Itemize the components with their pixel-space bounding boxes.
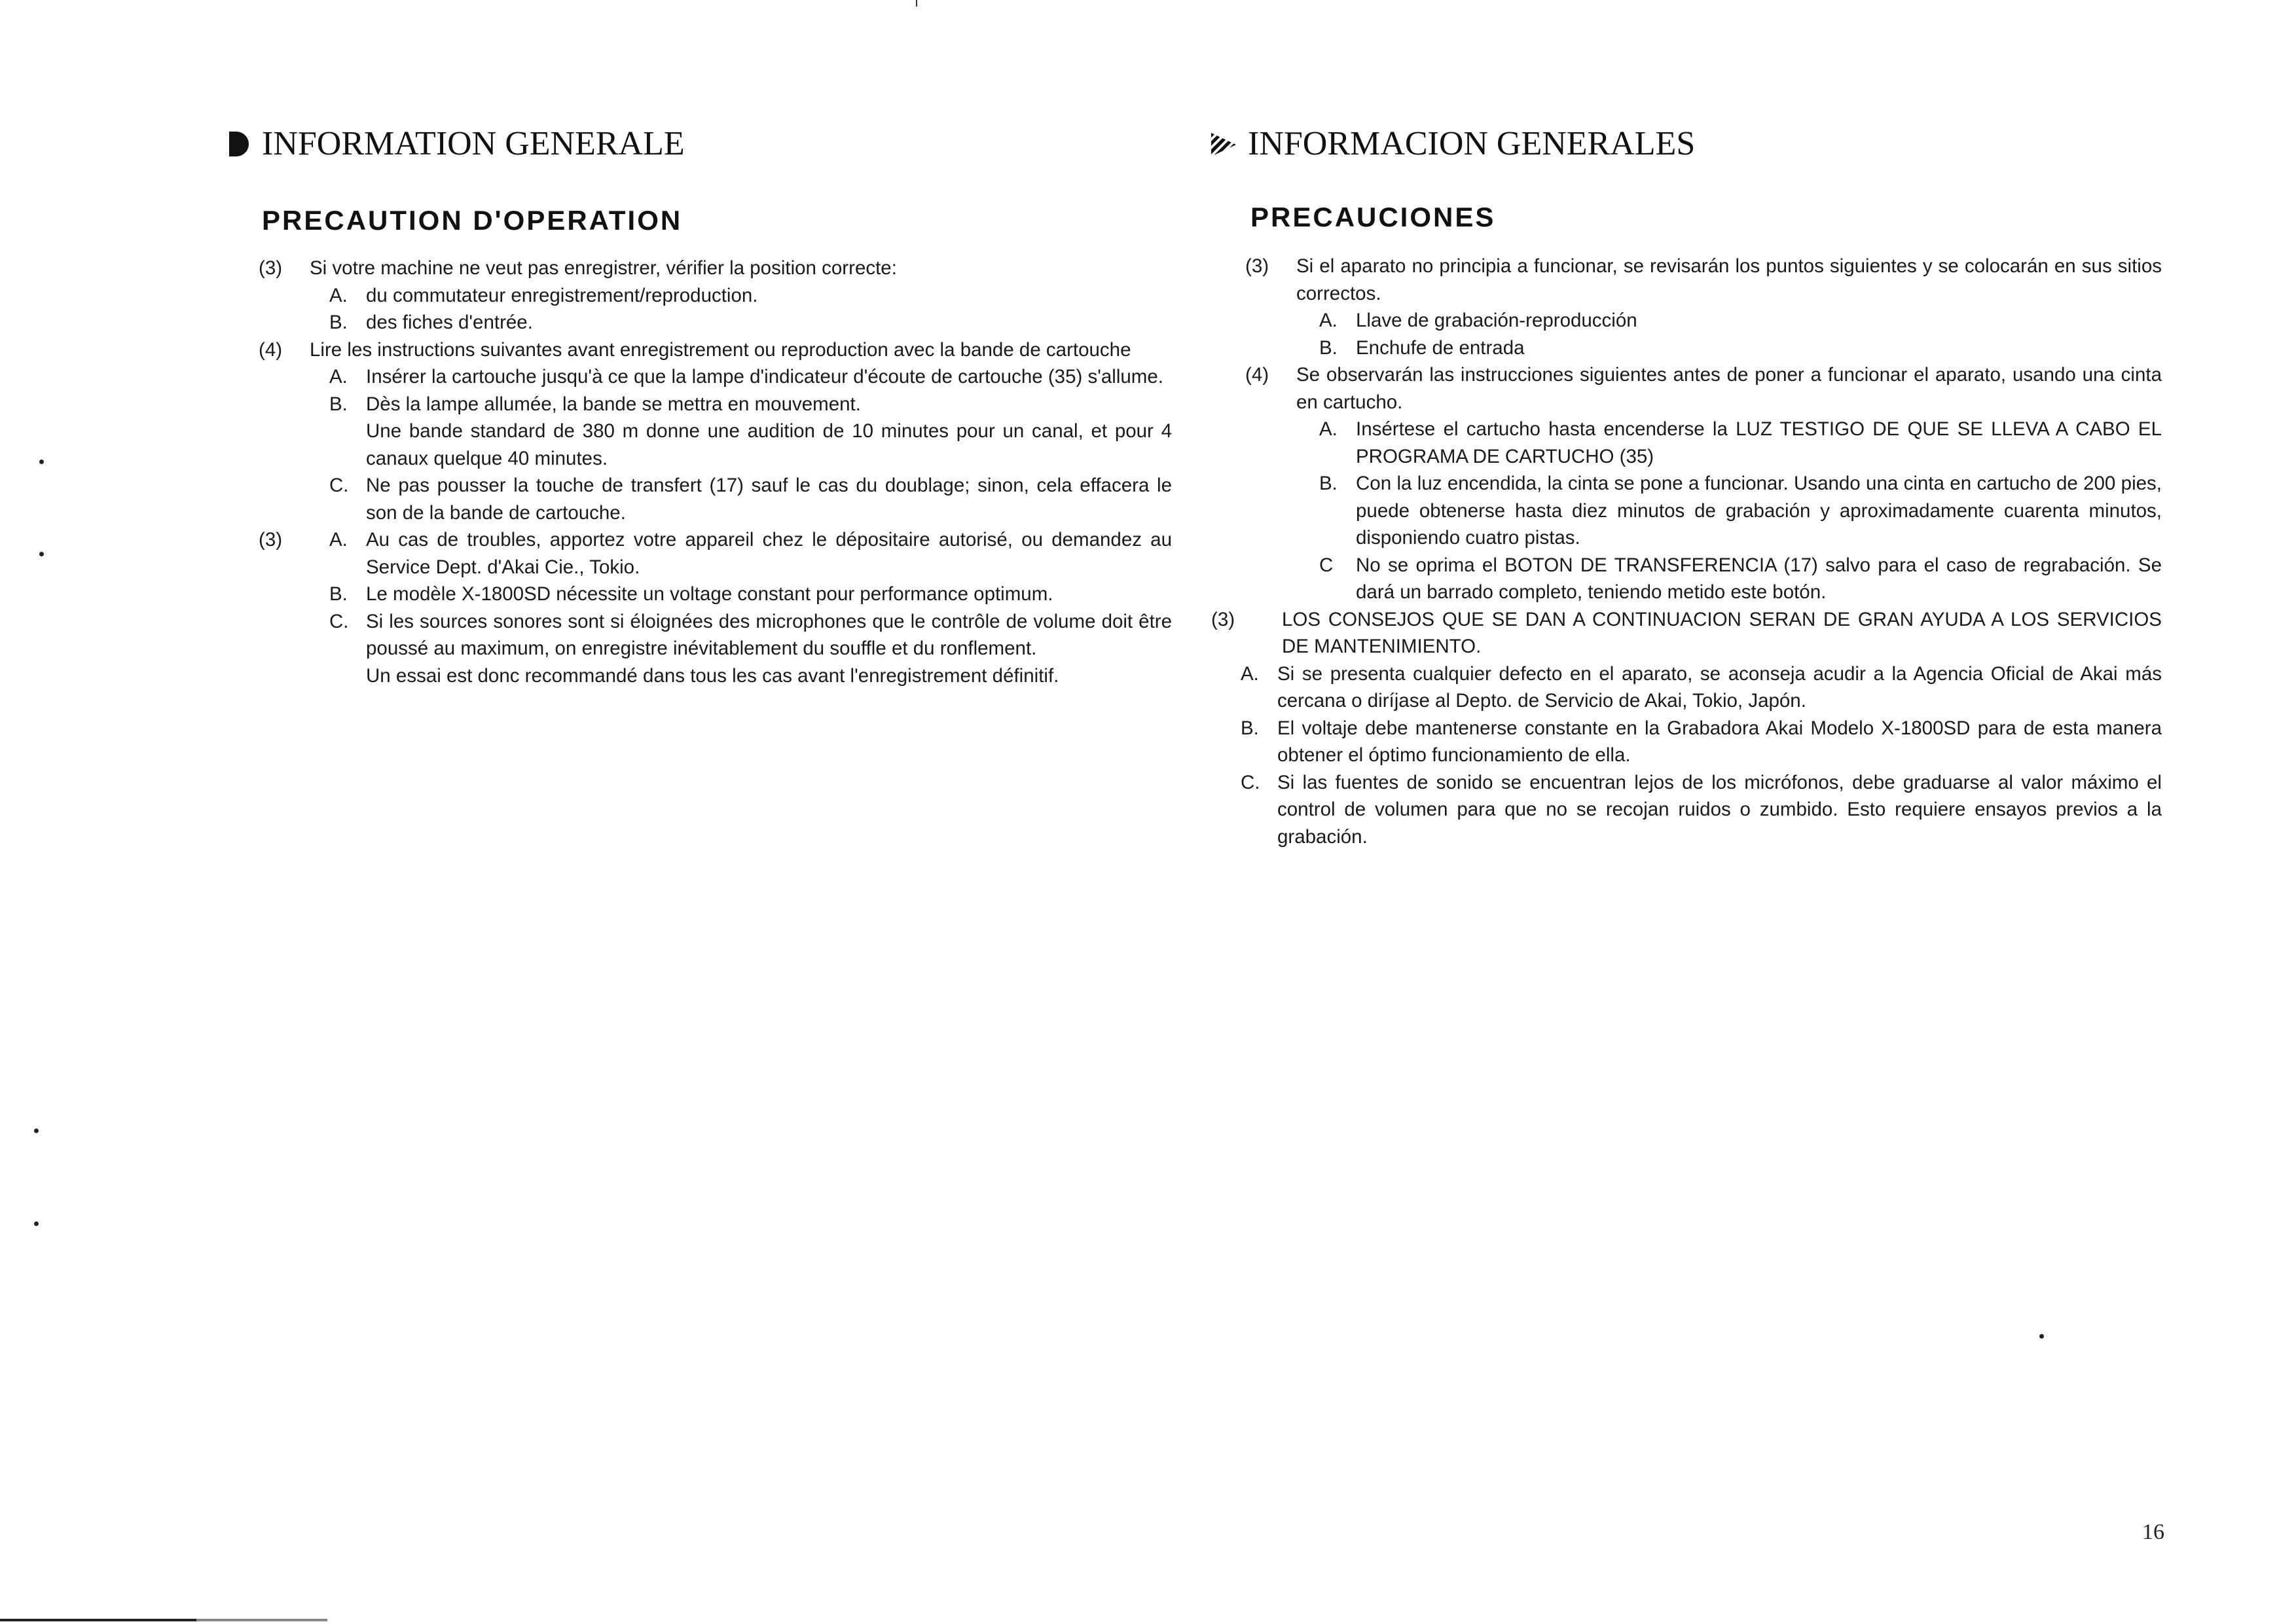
sub-item: A. Insértese el cartucho hasta encenderse la LUZ TESTIGO DE QUE SE LLEVA A CABO EL PROGRAMA DE CARTUCHO (35) [1319, 418, 2162, 467]
section-title-spanish: INFORMACION GENERALES [1211, 124, 1695, 163]
scan-dot [34, 1128, 39, 1133]
top-edge-mark [916, 0, 917, 7]
sub-item: A. du commutateur enregistrement/reproduction. [329, 284, 758, 306]
sub-item: C. Ne pas pousser la touche de transfert (17) sauf le cas du doublage; sinon, cela effacera le son de la bande de cartouche. [329, 475, 1172, 524]
sub-item: C No se oprima el BOTON DE TRANSFERENCIA (17) salvo para el caso de regrabación. Se dará un barrado completo, teniendo metido este botón. [1319, 554, 2162, 603]
sub-item: C. Si les sources sonores sont si éloignées des microphones que le contrôle de volume doit être poussé au maximum, on enregistre inévitablement du souffle et du ronflement. [329, 610, 1172, 659]
section-title-french: INFORMATION GENERALE [229, 124, 685, 163]
bottom-edge-rule [0, 1619, 327, 1621]
list-item: (3) Si votre machine ne veut pas enregistrer, vérifier la position correcte: [259, 257, 897, 279]
section-bullet-icon [1211, 133, 1236, 156]
scan-dot [39, 552, 44, 556]
list-item: (3) A. Au cas de troubles, apportez votre appareil chez le dépositaire autorisé, ou demandez au Service Dept. d'Akai Cie., Tokio. [259, 526, 1172, 581]
spanish-body [1211, 253, 2162, 850]
scan-dot [39, 460, 44, 464]
sub-item: A. Insérer la cartouche jusqu'à ce que la lampe d'indicateur d'écoute de cartouche (35) s'allume. [329, 366, 1163, 388]
list-item: (3) Si el aparato no principia a funcionar, se revisarán los puntos siguientes y se colocarán en sus sitios correctos. [1245, 255, 2162, 304]
subtitle-french: PRECAUTION D'OPERATION [262, 205, 683, 236]
sub-item-continuation: Une bande standard de 380 m donne une audition de 10 minutes pour un canal, et pour 4 canaux quelque 40 minutes. [366, 420, 1172, 469]
sub-item: A. Si se presenta cualquier defecto en el aparato, se aconseja acudir a la Agencia Oficial de Akai más cercana o diríjase al Depto. de Servicio de Akai, Tokio, Japón. [1241, 662, 2162, 712]
page-number: 16 [2142, 1520, 2164, 1544]
scan-dot [2039, 1334, 2044, 1339]
sub-item: A. Llave de grabación-reproducción [1319, 310, 1637, 331]
sub-item: A. Au cas de troubles, apportez votre appareil chez le dépositaire autorisé, ou demandez au Service Dept. d'Akai Cie., Tokio. [329, 529, 1172, 578]
sub-item: C. Si las fuentes de sonido se encuentran lejos de los micrófonos, debe graduarse al valor máximo el control de volumen para que no se recojan ruidos o zumbido. Esto requiere ensayos previos a la grabación. [1241, 771, 2162, 848]
french-body [259, 255, 1172, 689]
scan-dot [34, 1221, 39, 1226]
subtitle-spanish: PRECAUCIONES [1250, 202, 1496, 232]
list-item: (4) Lire les instructions suivantes avant enregistrement ou reproduction avec la bande de cartouche [259, 338, 1131, 361]
sub-item: B. des fiches d'entrée. [329, 312, 533, 333]
sub-item: B. El voltaje debe mantenerse constante en la Grabadora Akai Modelo X-1800SD para de esta manera obtener el óptimo funcionamiento de ella. [1241, 717, 2162, 766]
list-item: (4) Se observarán las instrucciones siguientes antes de poner a funcionar el aparato, usando una cinta en cartucho. [1245, 364, 2162, 413]
sub-item: B. Con la luz encendida, la cinta se pone a funcionar. Usando una cinta en cartucho de 200 pies, puede obtenerse hasta diez minutos de grabación y aproximadamente cuarenta minutos, disponiendo cuatro pistas. [1319, 473, 2162, 549]
section-bullet-icon [229, 132, 249, 156]
sub-item: B. Dès la lampe allumée, la bande se mettra en mouvement. [329, 393, 861, 415]
list-item: (3) LOS CONSEJOS QUE SE DAN A CONTINUACION SERAN DE GRAN AYUDA A LOS SERVICIOS DE MANTENIMIENTO. [1211, 608, 2162, 657]
sub-item: B. Enchufe de entrada [1319, 336, 1525, 359]
sub-item: B. Le modèle X-1800SD nécessite un voltage constant pour performance optimum. [329, 583, 1053, 605]
sub-item-continuation: Un essai est donc recommandé dans tous les cas avant l'enregistrement définitif. [366, 664, 1059, 687]
